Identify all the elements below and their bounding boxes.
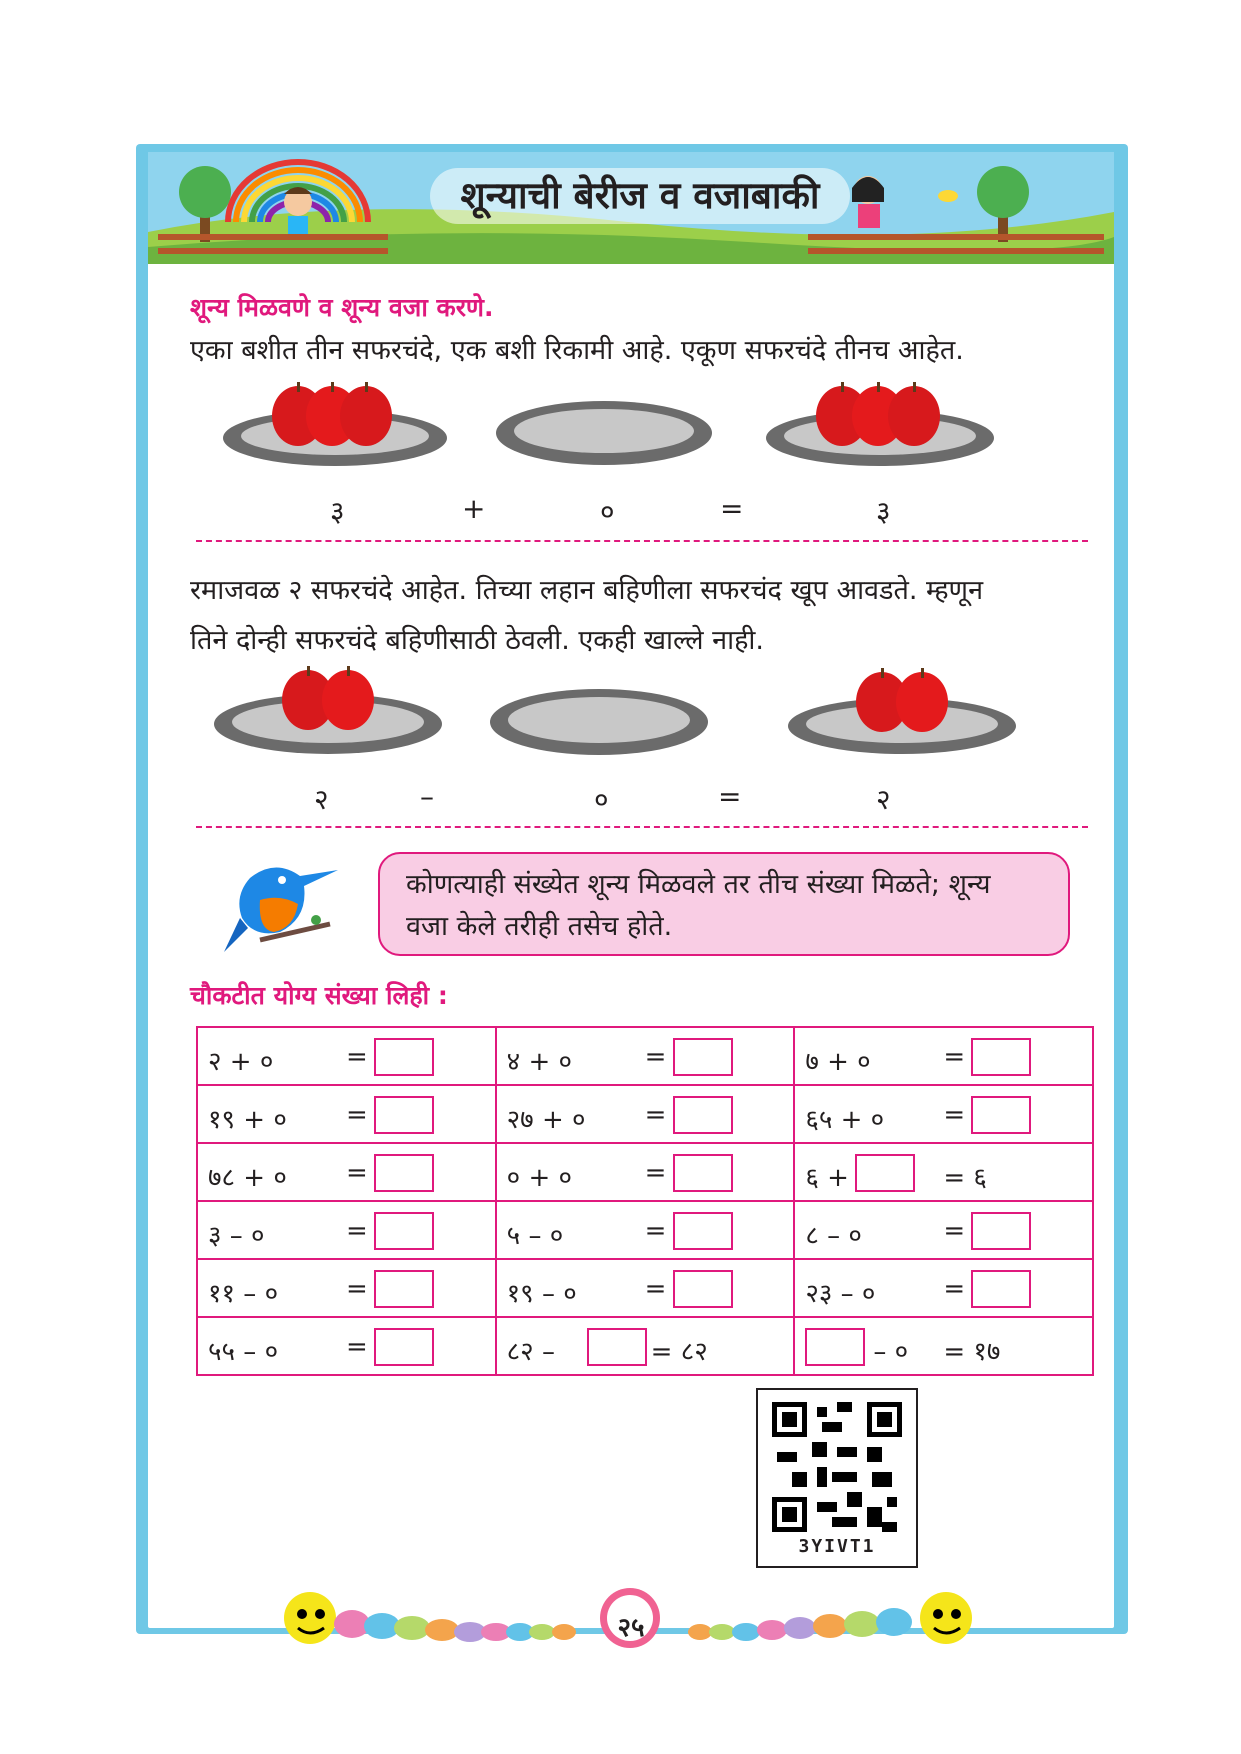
cell-expression: ६५ + ० xyxy=(805,1105,885,1135)
qr-code-block[interactable] xyxy=(756,1388,918,1568)
answer-box[interactable] xyxy=(374,1328,434,1366)
cell-expression: ५ – ० xyxy=(506,1221,564,1251)
exercise-cell xyxy=(496,1143,795,1201)
cell-expression: ७ + ० xyxy=(805,1047,871,1077)
qr-code-icon xyxy=(772,1402,902,1532)
cell-equals: = xyxy=(346,1042,368,1072)
exercise-cell xyxy=(197,1317,496,1375)
equation-equals: = xyxy=(720,492,744,525)
equation-term: २ xyxy=(314,783,329,816)
section2-text-line1: रमाजवळ २ सफरचंदे आहेत. तिच्या लहान बहिणीला सफरचंद खूप आवडते. म्हणून xyxy=(190,575,984,606)
caterpillar-icon xyxy=(284,1592,576,1644)
page-title: शून्याची बेरीज व वजाबाकी xyxy=(430,168,850,224)
equation-term: ० xyxy=(594,783,609,816)
page-number: २५ xyxy=(617,1613,645,1643)
cell-expression: २३ – ० xyxy=(805,1279,876,1309)
cell-expression: १९ + ० xyxy=(208,1105,287,1135)
cell-equals: = xyxy=(644,1274,667,1304)
cell-equals: = ६ xyxy=(943,1163,987,1193)
cell-expression: ४ + ० xyxy=(506,1047,573,1077)
answer-box[interactable] xyxy=(374,1038,434,1076)
exercise-cell xyxy=(197,1027,496,1085)
info-note-box xyxy=(378,852,1070,956)
equation-term: ३ xyxy=(330,495,345,528)
plate-with-three-apples xyxy=(220,378,450,468)
kingfisher-bird-icon xyxy=(220,848,340,960)
cell-equals: = xyxy=(346,1158,368,1188)
exercise-cell xyxy=(197,1259,496,1317)
equation-result: ३ xyxy=(876,495,891,528)
table-row xyxy=(197,1201,1093,1259)
cell-equals: = xyxy=(644,1158,667,1188)
answer-box[interactable] xyxy=(855,1154,915,1192)
cell-equals: = १७ xyxy=(943,1337,1001,1367)
answer-box[interactable] xyxy=(673,1038,733,1076)
plate-with-two-apples xyxy=(210,660,446,756)
equation-term: ० xyxy=(600,495,615,528)
cell-expression: ७८ + ० xyxy=(208,1163,287,1193)
table-row xyxy=(197,1027,1093,1085)
qr-code-label: 3YIVT1 xyxy=(798,1536,876,1557)
exercise-cell xyxy=(794,1085,1093,1143)
answer-box[interactable] xyxy=(971,1038,1031,1076)
note-line: वजा केले तरीही तसेच होते. xyxy=(406,911,673,942)
empty-plate xyxy=(494,398,714,468)
exercise-cell xyxy=(794,1143,1093,1201)
answer-box[interactable] xyxy=(673,1154,733,1192)
answer-box[interactable] xyxy=(971,1212,1031,1250)
cell-equals: = xyxy=(644,1042,667,1072)
table-row xyxy=(197,1085,1093,1143)
equation-result: २ xyxy=(876,783,891,816)
answer-box[interactable] xyxy=(673,1096,733,1134)
cell-equals: = xyxy=(346,1216,368,1246)
exercise-cell xyxy=(794,1027,1093,1085)
plate-with-three-apples-result xyxy=(762,378,998,468)
cell-expression: ११ – ० xyxy=(208,1279,279,1309)
exercise-heading: चौकटीत योग्य संख्या लिही : xyxy=(190,981,448,1010)
table-row xyxy=(197,1317,1093,1375)
plate-with-two-apples-result xyxy=(784,664,1020,756)
cell-equals: = xyxy=(943,1216,966,1246)
answer-box[interactable] xyxy=(673,1270,733,1308)
exercise-table xyxy=(196,1026,1094,1376)
empty-plate xyxy=(488,686,710,758)
equation-operator: + xyxy=(462,492,486,525)
exercise-cell xyxy=(496,1027,795,1085)
cell-expression: ६ + xyxy=(805,1163,849,1193)
bee-icon xyxy=(938,190,958,202)
exercise-cell xyxy=(794,1317,1093,1375)
answer-box[interactable] xyxy=(587,1328,647,1366)
exercise-cell xyxy=(496,1085,795,1143)
table-row xyxy=(197,1143,1093,1201)
answer-box[interactable] xyxy=(971,1096,1031,1134)
exercise-cell xyxy=(197,1201,496,1259)
section-heading: शून्य मिळवणे व शून्य वजा करणे. xyxy=(190,293,494,322)
cell-equals: = xyxy=(346,1332,368,1362)
exercise-cell xyxy=(197,1085,496,1143)
exercise-cell xyxy=(496,1259,795,1317)
answer-box[interactable] xyxy=(374,1212,434,1250)
cell-equals: = xyxy=(346,1274,368,1304)
cell-expression: २ + ० xyxy=(208,1047,274,1077)
cell-equals: = xyxy=(943,1274,966,1304)
section1-text: एका बशीत तीन सफरचंदे, एक बशी रिकामी आहे. एकूण सफरचंदे तीनच आहेत. xyxy=(190,335,964,366)
equation-equals: = xyxy=(718,780,742,813)
answer-box[interactable] xyxy=(971,1270,1031,1308)
answer-box[interactable] xyxy=(374,1096,434,1134)
cell-equals: = xyxy=(644,1100,667,1130)
cell-expression: ३ – ० xyxy=(208,1221,265,1251)
cell-expression: २७ + ० xyxy=(506,1105,586,1135)
answer-box[interactable] xyxy=(374,1154,434,1192)
exercise-cell xyxy=(794,1201,1093,1259)
cell-equals: = xyxy=(943,1100,966,1130)
exercise-cell xyxy=(197,1143,496,1201)
cell-expression: – ० xyxy=(873,1337,909,1367)
exercise-cell xyxy=(794,1259,1093,1317)
cell-equals: = ८२ xyxy=(650,1337,708,1367)
cell-expression: ५५ – ० xyxy=(208,1337,279,1367)
answer-box[interactable] xyxy=(805,1328,865,1366)
exercise-cell xyxy=(496,1201,795,1259)
cell-equals: = xyxy=(644,1216,667,1246)
note-line: कोणत्याही संख्येत शून्य मिळवले तर तीच संख्या मिळते; शून्य xyxy=(406,869,991,900)
apple-icon xyxy=(816,382,940,446)
exercise-cell xyxy=(496,1317,795,1375)
table-row xyxy=(197,1259,1093,1317)
equation-operator: – xyxy=(420,780,434,813)
cell-expression: ० + ० xyxy=(506,1163,573,1193)
cell-expression: ८२ – xyxy=(506,1337,555,1367)
answer-box[interactable] xyxy=(374,1270,434,1308)
cell-expression: १९ – ० xyxy=(506,1279,577,1309)
apple-icon xyxy=(272,382,392,446)
caterpillar-icon xyxy=(688,1592,972,1644)
cell-equals: = xyxy=(346,1100,368,1130)
dashed-divider xyxy=(196,826,1088,828)
dashed-divider xyxy=(196,540,1088,542)
section2-text-line2: तिने दोन्ही सफरचंदे बहिणीसाठी ठेवली. एकही खाल्ले नाही. xyxy=(190,625,764,656)
answer-box[interactable] xyxy=(673,1212,733,1250)
cell-equals: = xyxy=(943,1042,966,1072)
cell-expression: ८ – ० xyxy=(805,1221,862,1251)
